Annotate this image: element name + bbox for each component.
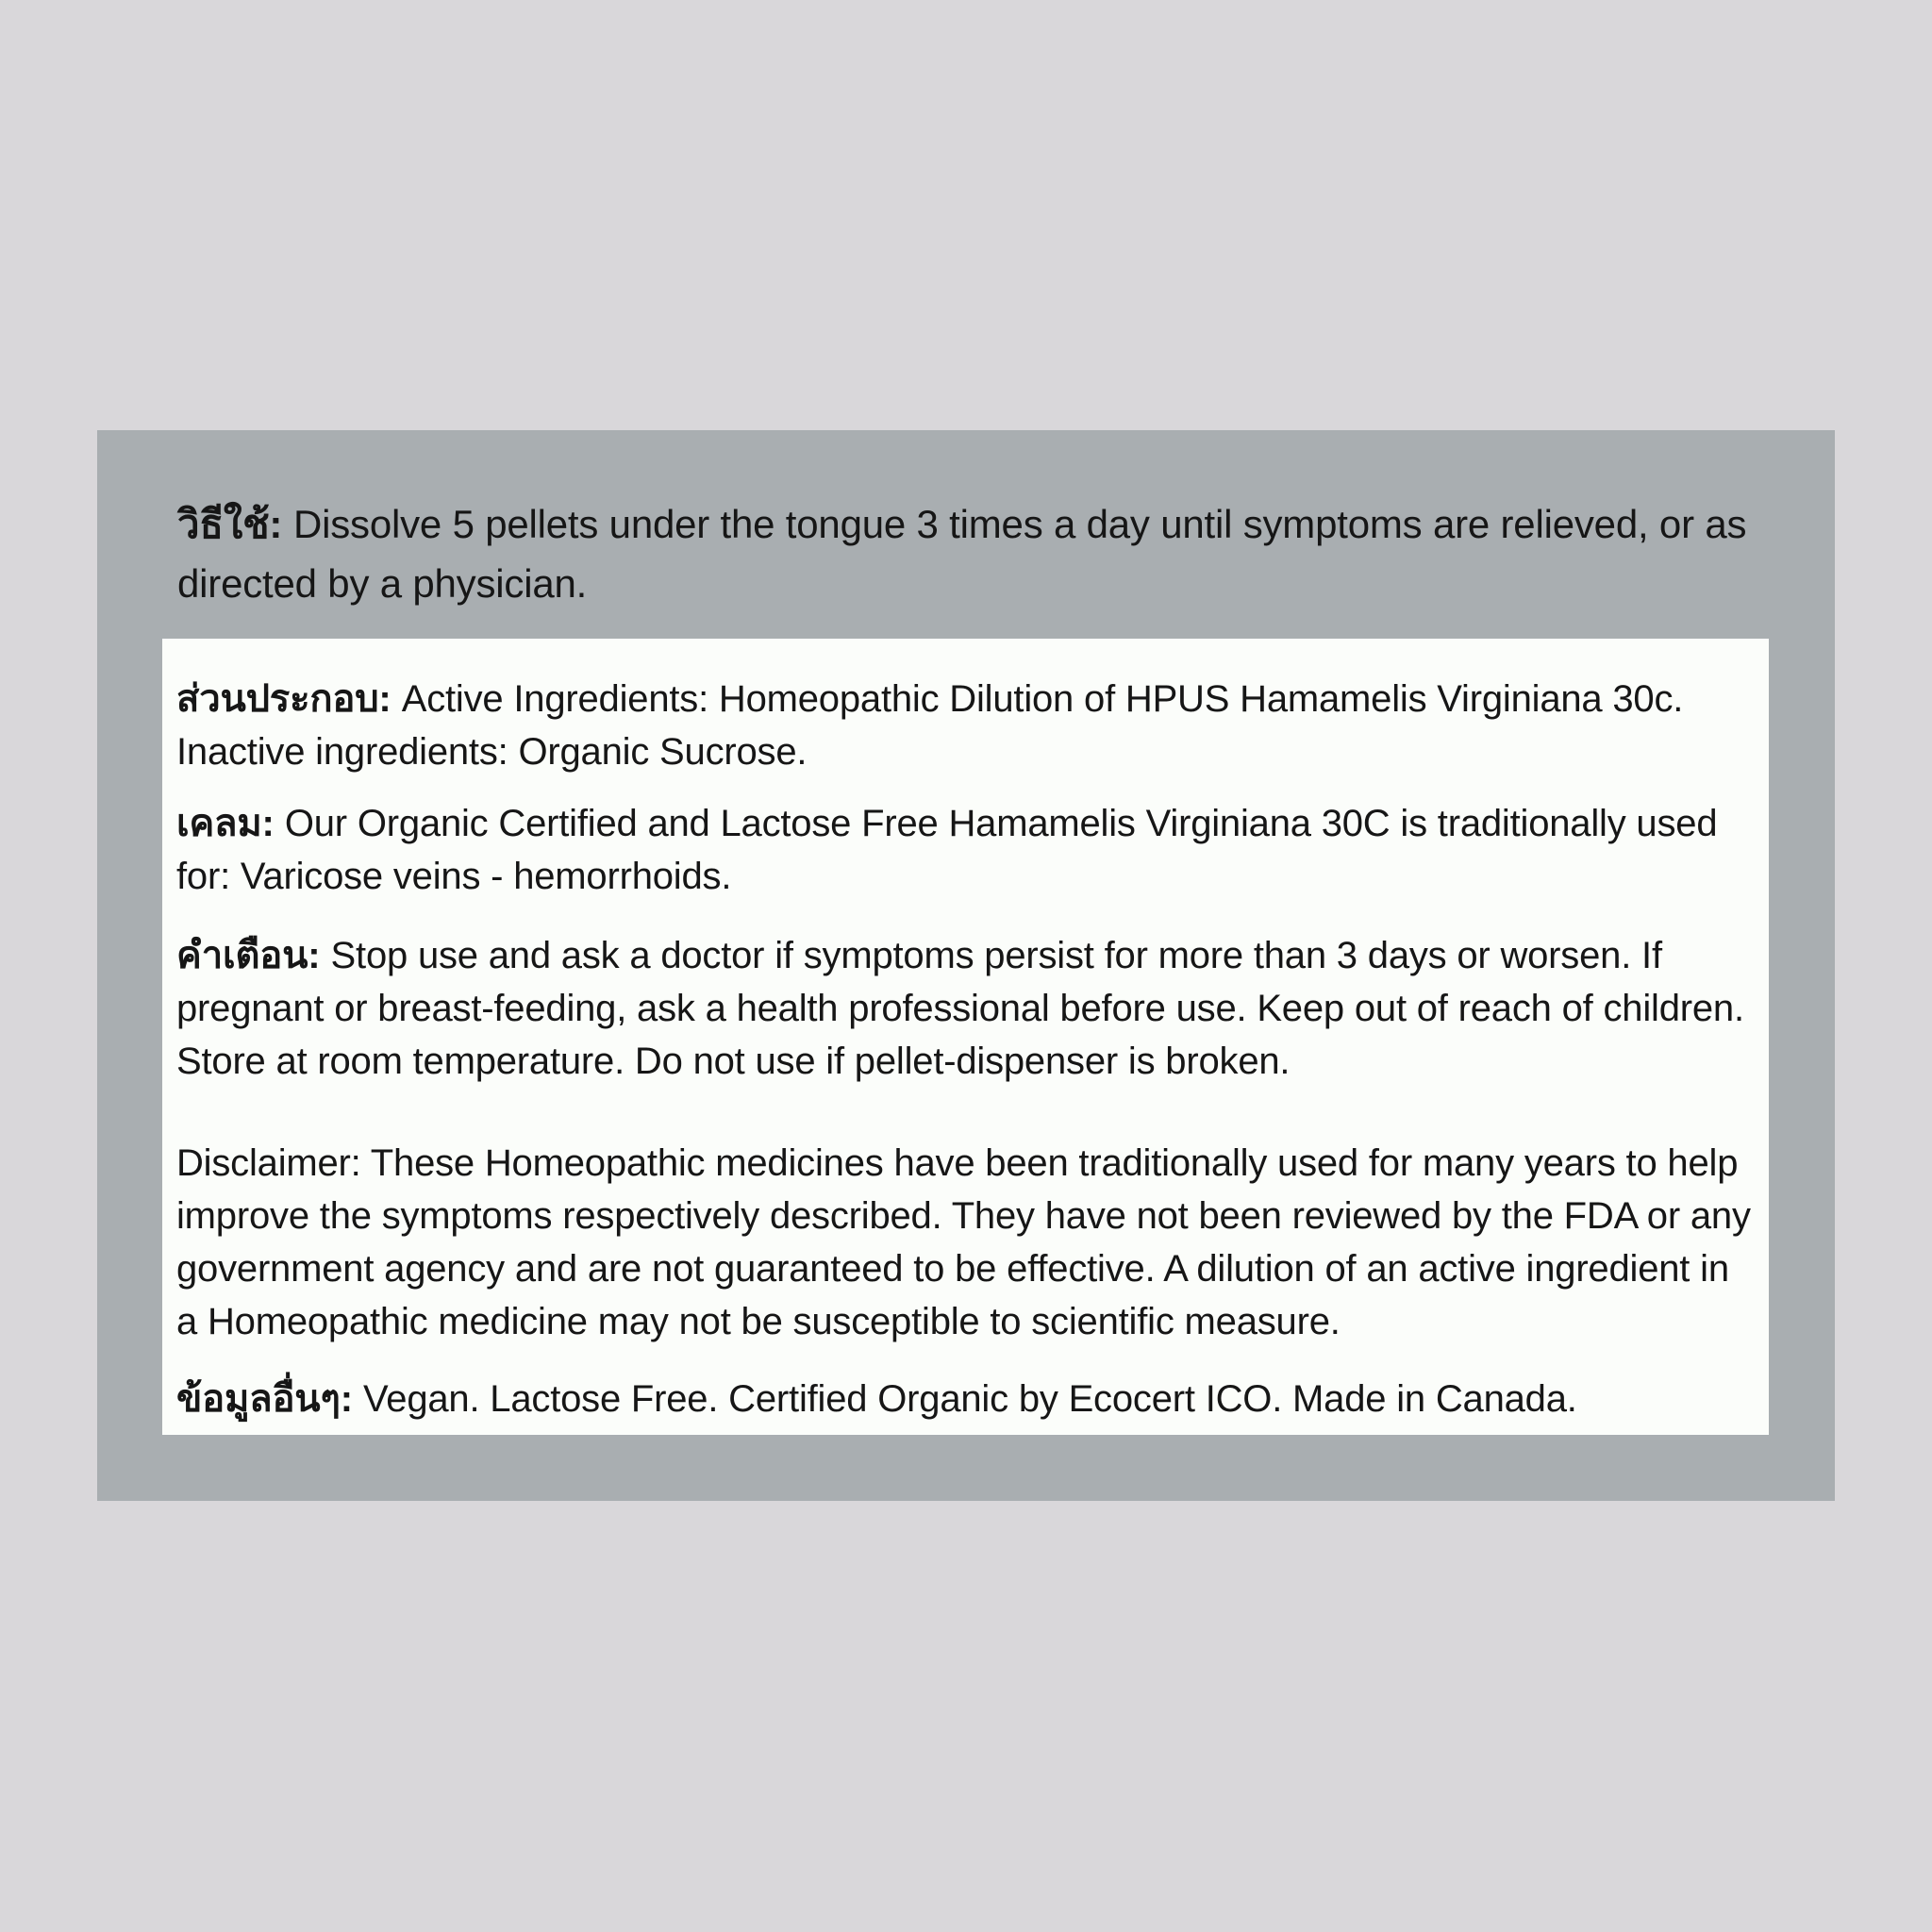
- warning-label: คำเตือน:: [176, 935, 321, 976]
- paragraph-warning: [176, 929, 1755, 1088]
- paragraph-disclaimer: [176, 1137, 1755, 1348]
- other-info-label: ข้อมูลอื่นๆ:: [176, 1378, 353, 1420]
- directions-text: Dissolve 5 pellets under the tongue 3 times a day until symptoms are relieved, or as directed by a physician.: [177, 502, 1747, 606]
- ingredients-text: Active Ingredients: Homeopathic Dilution of HPUS Hamamelis Virginiana 30c. Inactive ingredients: Organic Sucrose.: [176, 678, 1684, 773]
- label-panel: [97, 430, 1835, 1501]
- disclaimer-text: Disclaimer: These Homeopathic medicines have been traditionally used for many years to help improve the symptoms respectively described. They have not been reviewed by the FDA or any government agency and are not guaranteed to be effective. A dilution of an active ingredient in a Homeopathic medicine may not be susceptible to scientific measure.: [176, 1142, 1751, 1342]
- info-card: [162, 639, 1769, 1435]
- directions-label: วิธีใช้:: [177, 502, 283, 546]
- claim-label: เคลม:: [176, 803, 275, 844]
- paragraph-claim: [176, 797, 1755, 903]
- ingredients-label: ส่วนประกอบ:: [176, 678, 391, 720]
- paragraph-ingredients: [176, 673, 1755, 778]
- other-info-text: Vegan. Lactose Free. Certified Organic by Ecocert ICO. Made in Canada.: [363, 1378, 1577, 1420]
- warning-text: Stop use and ask a doctor if symptoms persist for more than 3 days or worsen. If pregnant or breast-feeding, ask a health professional before use. Keep out of reach of children. Store at room temperature. Do not use if pellet-dispenser is broken.: [176, 935, 1744, 1082]
- directions-paragraph: [177, 494, 1755, 613]
- paragraph-other-info: [176, 1373, 1755, 1425]
- claim-text: Our Organic Certified and Lactose Free Hamamelis Virginiana 30C is traditionally used for: Varicose veins - hemorrhoids.: [176, 803, 1718, 897]
